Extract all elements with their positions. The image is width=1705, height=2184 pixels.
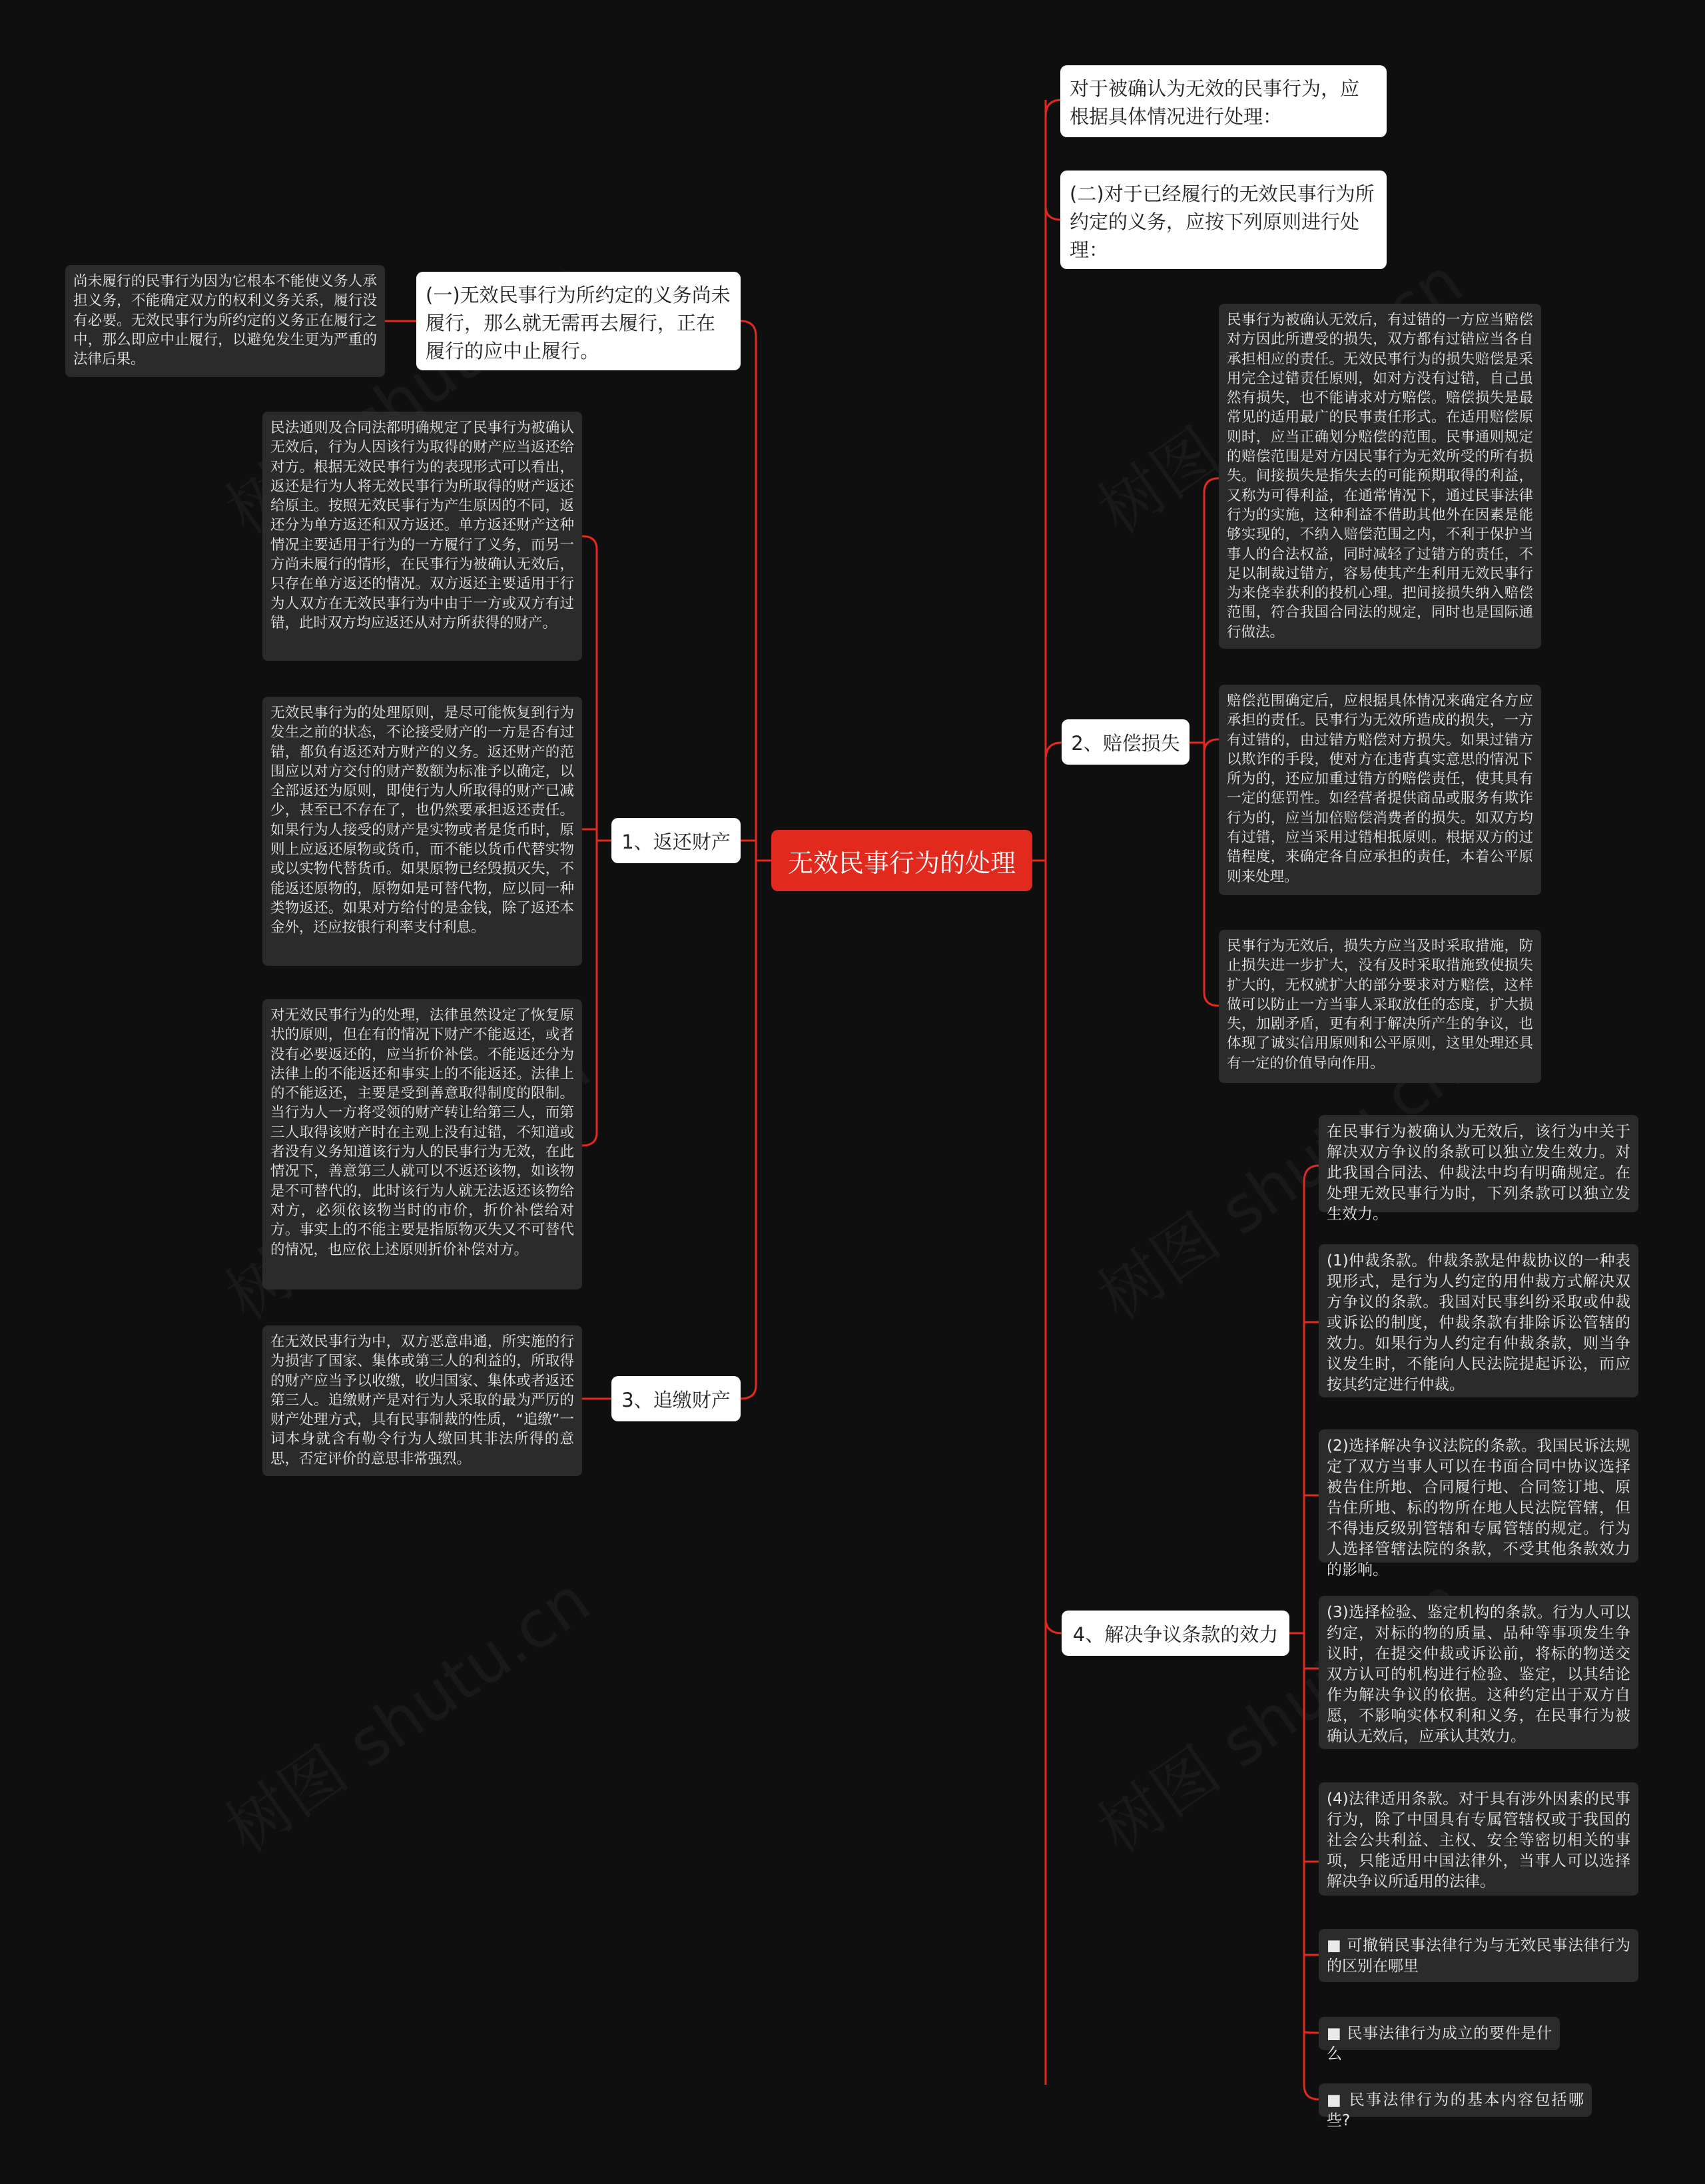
branch-compensation[interactable]: 2、赔偿损失 [1062,719,1190,765]
edge [1046,743,1062,759]
edge [1204,992,1219,1006]
intro-node-invalid-handling[interactable]: 对于被确认为无效的民事行为，应根据具体情况进行处理： [1060,65,1387,137]
edge [582,1132,597,1146]
edge [1304,2031,1319,2033]
edge [1046,206,1062,220]
compensation-leaf-3: 民事行为无效后，损失方应当及时采取措施，防止损失进一步扩大，没有及时采取措施致使损失扩大的，无权就扩大的部分要求对方赔偿，这样做可以防止一方当事人采取放任的态度，扩大损失，加剧矛盾，更有利于解决所产生的争议，也体现了诚实信用原则和公平原则，这里处理还具有一定的价值导向作用。 [1219,930,1541,1083]
related-link-basic-content[interactable]: ■ 民事法律行为的基本内容包括哪些? [1319,2083,1592,2117]
branch-restitution[interactable]: 1、返还财产 [611,818,741,863]
root-topic[interactable]: 无效民事行为的处理 [771,830,1032,891]
edge [582,536,597,549]
branch-confiscation[interactable]: 3、追缴财产 [611,1376,741,1421]
edge [1046,1619,1062,1633]
edge [741,1385,756,1399]
restitution-leaf-3: 对无效民事行为的处理，法律虽然设定了恢复原状的原则，但在有的情况下财产不能返还，或者没有必要返还的，应当折价补偿。不能返还分为法律上的不能返还和事实上的不能返还。法律上的不能返还，主要是受到善意取得制度的限制。当行为人一方将受领的财产转让给第三人，而第三人取得该财产时在主观上没有过错，不知道或者没有义务知道该行为人的民事行为无效，在此情况下，善意第三人就可以不返还该物，如该物是不可替代的，此时该行为人就无法返还该物给对方，必须依该物当时的市价，折价补偿给对方。事实上的不能主要是指原物灭失又不可替代的情况，也应依上述原则折价补偿对方。 [262,999,582,1289]
edge [1304,2085,1319,2099]
dispute-leaf-arbitration: (1)仲裁条款。仲裁条款是仲裁协议的一种表现形式，是行为人约定的用仲裁方式解决双方争议的条款。我国对民事纠纷采取或仲裁或诉讼的制度，仲裁条款有排除诉讼管辖的效力。如果行为人约定有仲裁条款，则当争议发生时，不能向人民法院提起诉讼，而应按其约定进行仲裁。 [1319,1244,1638,1397]
restitution-leaf-1: 民法通则及合同法都明确规定了民事行为被确认无效后，行为人因该行为取得的财产应当返还给对方。根据无效民事行为的表现形式可以看出，返还是行为人将无效民事行为所取得的财产返还给原主。按照无效民事行为产生原因的不同，返还分为单方返还和双方返还。单方返还财产这种情况主要适用于行为的一方履行了义务，而另一方尚未履行的情形，在民事行为被确认无效后，只存在单方返还的情况。双方返还主要适用于行为人双方在无效民事行为中由于一方或双方有过错，此时双方均应返还从对方所获得的财产。 [262,412,582,661]
edge [1204,739,1219,753]
compensation-leaf-2: 赔偿范围确定后，应根据具体情况来确定各方应承担的责任。民事行为无效所造成的损失，一方有过错的，由过错方赔偿对方损失。如果过错方以欺诈的手段，使对方在违背真实意思的情况下所为的，还应加重过错方的赔偿责任，使其具有一定的惩罚性。如经营者提供商品或服务有欺诈行为的，应当加倍赔偿消费者的损失。如双方均有过错，应当采用过错相抵原则。根据双方的过错程度，来确定各自应承担的责任，本着公平原则来处理。 [1219,685,1541,895]
edge [1304,1166,1319,1182]
dispute-leaf-applicable-law: (4)法律适用条款。对于具有涉外因素的民事行为，除了中国具有专属管辖权或于我国的社会公共利益、主权、安全等密切相关的事项，只能适用中国法律外，当事人可以选择解决争议所适用的法律。 [1319,1782,1638,1896]
dispute-leaf-intro: 在民事行为被确认为无效后，该行为中关于解决双方争议的条款可以独立发生效力。对此我国合同法、仲裁法中均有明确规定。在处理无效民事行为时，下列条款可以独立发生效力。 [1319,1115,1638,1212]
related-link-requirements[interactable]: ■ 民事法律行为成立的要件是什么 [1319,2017,1560,2050]
related-link-revocable-vs-invalid[interactable]: ■ 可撤销民事法律行为与无效民事法律行为的区别在哪里 [1319,1929,1638,1982]
unperformed-leaf: 尚未履行的民事行为因为它根本不能使义务人承担义务，不能确定双方的权利义务关系，履行没有必要。无效民事行为所约定的义务正在履行之中，那么即应中止履行，以避免发生更为严重的法律后果。 [65,265,385,377]
dispute-leaf-court-selection: (2)选择解决争议法院的条款。我国民诉法规定了双方当事人可以在书面合同中协议选择被告住所地、合同履行地、合同签订地、原告住所地、标的物所在地人民法院管辖，但不得违反级别管辖和专属管辖的规定。行为人选择管辖法院的条款，不受其他条款效力的影响。 [1319,1429,1638,1563]
branch-dispute-clauses[interactable]: 4、解决争议条款的效力 [1062,1611,1289,1656]
edge [741,321,756,336]
intro-node-performed-obligations[interactable]: (二)对于已经履行的无效民事行为所约定的义务，应按下列原则进行处理： [1060,171,1387,269]
dispute-leaf-inspection: (3)选择检验、鉴定机构的条款。行为人可以约定，对标的物的质量、品种等事项发生争议时，在提交仲裁或诉讼前，将标的物送交双方认可的机构进行检验、鉴定，以其结论作为解决争议的依据。这种约定出于双方自愿，不影响实体权利和义务，在民事行为被确认无效后，应承认其效力。 [1319,1596,1638,1749]
confiscation-leaf: 在无效民事行为中，双方恶意串通，所实施的行为损害了国家、集体或第三人的利益的，所取得的财产应当予以收缴，收归国家、集体或者返还第三人。追缴财产是对行为人采取的最为严厉的财产处理方式，具有民事制裁的性质，“追缴”一词本身就含有勒令行为人缴回其非法所得的意思，否定评价的意思非常强烈。 [262,1325,582,1476]
restitution-leaf-2: 无效民事行为的处理原则，是尽可能恢复到行为发生之前的状态，不论接受财产的一方是否有过错，都负有返还对方财产的义务。返还财产的范围应以对方交付的财产数额为标准予以确定，以全部返还为原则，即使行为人所取得的财产已减少，甚至已不存在了，也仍然要承担返还责任。如果行为人接受的财产是实物或者是货币时，原则上应返还原物或货币，而不能以货币代替实物或以实物代替货币。如果原物已经毁损灭失，不能返还原物的，原物如是可替代物，应以同一种类物返还。如果对方给付的是金钱，除了返还本金外，还应按银行利率支付利息。 [262,697,582,966]
edge [1046,100,1062,116]
edge [1204,478,1219,493]
branch-unperformed-obligations[interactable]: (一)无效民事行为所约定的义务尚未履行，那么就无需再去履行，正在履行的应中止履行。 [416,272,741,370]
compensation-leaf-1: 民事行为被确认无效后，有过错的一方应当赔偿对方因此所遭受的损失，双方都有过错应当各自承担相应的责任。无效民事行为的损失赔偿是采用完全过错责任原则，如对方没有过错，自己虽然有损失，也不能请求对方赔偿。赔偿损失是最常见的适用最广的民事责任形式。在适用赔偿原则时，应当正确划分赔偿的范围。民事通则规定的赔偿范围是对方因民事行为无效所受的所有损失。间接损失是指失去的可能预期取得的利益，又称为可得利益，在通常情况下，通过民事法律行为的实施，这种利益不借助其他外在因素是能够实现的，不纳入赔偿范围之内，不利于保护当事人的合法权益，同时减轻了过错方的责任，不足以制裁过错方，容易使其产生利用无效民事行为来侥幸获利的投机心理。把间接损失纳入赔偿范围，符合我国合同法的规定，同时也是国际通行做法。 [1219,304,1541,649]
